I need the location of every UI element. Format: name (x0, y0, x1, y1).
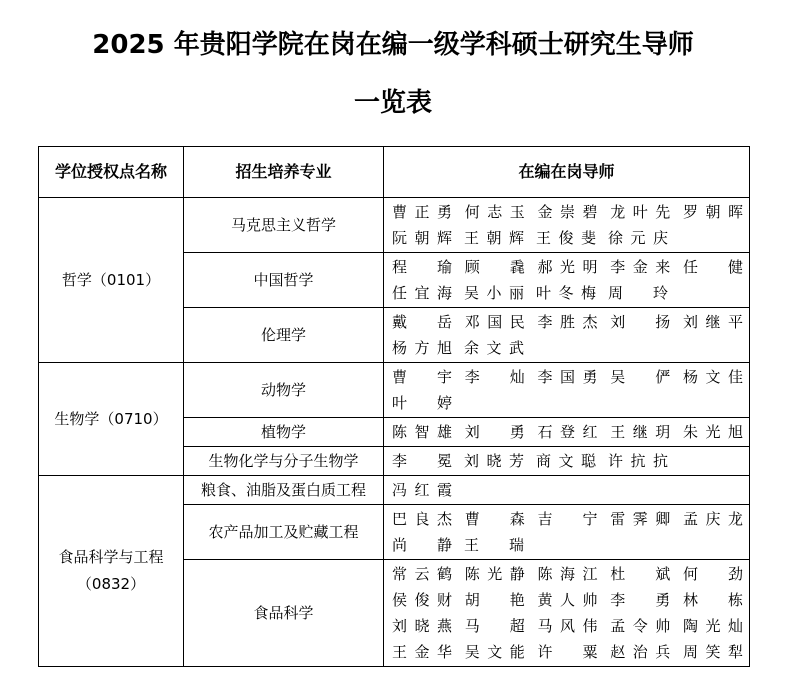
tutor-name: 王继玥 (610, 423, 671, 441)
tutor-line (392, 390, 743, 416)
tutor-name: 叶冬梅 (536, 284, 596, 302)
tutor-line (392, 199, 743, 225)
tutor-name: 周 玲 (608, 284, 668, 302)
tutor-line (392, 419, 743, 445)
major-name-cell: 伦理学 (184, 308, 384, 363)
tutor-name: 孟庆龙 (683, 510, 743, 528)
tutor-name: 曹正勇 (392, 203, 452, 221)
tutor-name: 李 冕 (392, 452, 452, 470)
tutor-name: 李 勇 (610, 591, 671, 609)
tutor-table (38, 146, 750, 667)
header-major: 招生培养专业 (184, 147, 384, 198)
major-name-cell: 粮食、油脂及蛋白质工程 (184, 476, 384, 505)
tutor-line (392, 335, 743, 361)
tutor-list-cell (384, 505, 750, 560)
tutor-name: 顾 毳 (464, 258, 525, 276)
tutor-name: 杨方旭 (392, 339, 452, 357)
tutor-name: 金崇碧 (537, 203, 598, 221)
tutor-list-cell (384, 418, 750, 447)
tutor-line (392, 448, 743, 474)
tutor-name: 陈智雄 (392, 423, 452, 441)
tutor-name: 刘晓芳 (464, 452, 524, 470)
tutor-name: 吴 俨 (610, 368, 671, 386)
tutor-name: 程 瑜 (392, 258, 452, 276)
tutor-name: 叶 婷 (392, 394, 452, 412)
tutor-list-cell (384, 253, 750, 308)
tutor-line (392, 561, 743, 587)
tutor-name: 石登红 (537, 423, 598, 441)
tutor-line (392, 309, 743, 335)
tutor-name: 杜 斌 (610, 565, 671, 583)
tutor-name: 李胜杰 (537, 313, 598, 331)
tutor-name: 巴良杰 (392, 510, 452, 528)
tutor-name: 王俊斐 (536, 229, 596, 247)
tutor-name: 余文武 (464, 339, 524, 357)
tutor-line (392, 280, 743, 306)
tutor-line (392, 506, 743, 532)
tutor-line (392, 613, 743, 639)
tutor-name: 李 灿 (464, 368, 525, 386)
tutor-name: 何 劲 (683, 565, 743, 583)
tutor-name: 刘 扬 (610, 313, 671, 331)
tutor-name: 李金来 (610, 258, 671, 276)
tutor-list-cell (384, 560, 750, 667)
table-row (39, 363, 750, 418)
tutor-name: 何志玉 (464, 203, 525, 221)
tutor-name: 冯红霞 (392, 481, 452, 499)
tutor-name: 黄人帅 (537, 591, 598, 609)
major-name-cell: 植物学 (184, 418, 384, 447)
tutor-name: 罗朝晖 (683, 203, 743, 221)
tutor-name: 王金华 (392, 643, 452, 661)
tutor-name: 孟令帅 (610, 617, 671, 635)
tutor-line (392, 364, 743, 390)
tutor-line (392, 254, 743, 280)
major-name-cell: 生物化学与分子生物学 (184, 447, 384, 476)
tutor-name: 陈光静 (464, 565, 525, 583)
tutor-line (392, 639, 743, 665)
tutor-name: 尚 静 (392, 536, 452, 554)
tutor-line (392, 225, 743, 251)
major-name-cell: 食品科学 (184, 560, 384, 667)
tutor-line (392, 477, 743, 503)
tutor-name: 许 粟 (537, 643, 598, 661)
tutor-name: 朱光旭 (683, 423, 743, 441)
tutor-name: 侯俊财 (392, 591, 452, 609)
table-body (39, 198, 750, 667)
degree-name-cell: 生物学（0710） (39, 363, 184, 476)
table-header-row (39, 147, 750, 198)
tutor-name: 常云鹤 (392, 565, 452, 583)
tutor-name: 刘晓燕 (392, 617, 452, 635)
tutor-name: 陈海江 (537, 565, 598, 583)
tutor-name: 吉 宁 (537, 510, 598, 528)
tutor-name: 许抗抗 (608, 452, 668, 470)
tutor-list-cell (384, 363, 750, 418)
major-name-cell: 中国哲学 (184, 253, 384, 308)
tutor-name: 邓国民 (464, 313, 525, 331)
tutor-name: 阮朝辉 (392, 229, 452, 247)
tutor-name: 周笑犁 (683, 643, 743, 661)
tutor-name: 曹 森 (464, 510, 525, 528)
tutor-name: 龙叶先 (610, 203, 671, 221)
tutor-name: 戴 岳 (392, 313, 452, 331)
table-row (39, 476, 750, 505)
tutor-name: 吴文能 (464, 643, 525, 661)
tutor-list-cell (384, 308, 750, 363)
tutor-name: 刘继平 (683, 313, 743, 331)
document-title-line2: 一览表 (353, 88, 432, 118)
tutor-name: 刘 勇 (464, 423, 525, 441)
tutor-name: 胡 艳 (464, 591, 525, 609)
tutor-name: 曹 宇 (392, 368, 452, 386)
header-degree: 学位授权点名称 (39, 147, 184, 198)
tutor-list-cell (384, 476, 750, 505)
document-title-line1: 2025 年贵阳学院在岗在编一级学科硕士研究生导师 (92, 30, 694, 60)
tutor-line (392, 587, 743, 613)
major-name-cell: 马克思主义哲学 (184, 198, 384, 253)
tutor-name: 雷霁卿 (610, 510, 671, 528)
table-row (39, 198, 750, 253)
tutor-name: 吴小丽 (464, 284, 524, 302)
tutor-name: 马风伟 (537, 617, 598, 635)
tutor-name: 任宜海 (392, 284, 452, 302)
tutor-name: 马 超 (464, 617, 525, 635)
degree-name-cell: 食品科学与工程（0832） (39, 476, 184, 667)
tutor-name: 王朝辉 (464, 229, 524, 247)
major-name-cell: 动物学 (184, 363, 384, 418)
tutor-line (392, 532, 743, 558)
tutor-name: 李国勇 (537, 368, 598, 386)
tutor-name: 郝光明 (537, 258, 598, 276)
degree-name-cell: 哲学（0101） (39, 198, 184, 363)
tutor-name: 陶光灿 (683, 617, 743, 635)
tutor-name: 王 瑞 (464, 536, 524, 554)
tutor-name: 赵治兵 (610, 643, 671, 661)
tutor-name: 林 栋 (683, 591, 743, 609)
tutor-name: 任 健 (683, 258, 743, 276)
major-name-cell: 农产品加工及贮藏工程 (184, 505, 384, 560)
tutor-list-cell (384, 198, 750, 253)
tutor-list-cell (384, 447, 750, 476)
tutor-name: 商文聪 (536, 452, 596, 470)
header-tutors: 在编在岗导师 (384, 147, 750, 198)
tutor-name: 徐元庆 (608, 229, 668, 247)
tutor-name: 杨文佳 (683, 368, 743, 386)
